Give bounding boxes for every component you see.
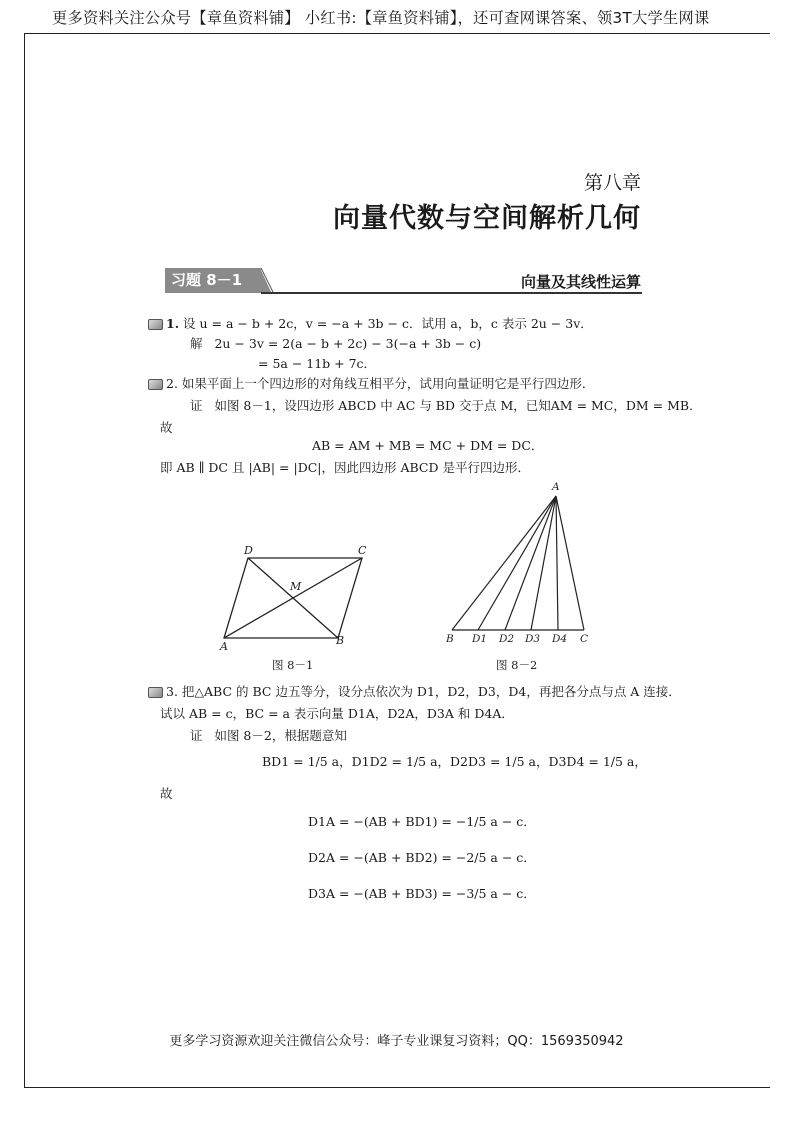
- footer-promo-text: 更多学习资源欢迎关注微信公众号：峰子专业课复习资料；QQ：1569350942: [169, 1034, 624, 1049]
- fig1-label-D: D: [244, 544, 253, 557]
- fig2-label-D3: D3: [525, 633, 541, 645]
- fig2-label-D4: D4: [552, 633, 568, 645]
- header-promo-text: 更多资料关注公众号【章鱼资料铺】 小红书:【章鱼资料铺】，还可查网课答案、领3T大学生网课: [52, 9, 710, 27]
- proof-given: AM = MC，DM = MB．: [550, 398, 702, 413]
- figure-8-1-parallelogram: [210, 540, 380, 650]
- problem-1-solution-line2: = 5a − 11b + 7c．: [258, 356, 377, 371]
- problem-3-result-2: D2A = −(AB + BD2) = −2/5 a − c．: [308, 850, 536, 865]
- solution-equation-1: 2u − 3v = 2(a − b + 2c) − 3(−a + 3b − c): [214, 336, 482, 351]
- figure-8-2-triangle: [440, 478, 600, 648]
- fig2-label-B: B: [446, 633, 454, 645]
- chapter-number: 第八章: [583, 172, 641, 194]
- proof-text: 如图 8－1，设四边形 ABCD 中 AC 与 BD 交于点 M，已知: [214, 398, 551, 413]
- fig1-label-B: B: [336, 634, 345, 647]
- section-underline: [261, 292, 642, 294]
- problem-3-question: 把△ABC 的 BC 边五等分，设分点依次为 D1，D2，D3，D4，再把各分点与点 A 连接．: [181, 684, 681, 699]
- problem-1: 1. 设 u = a − b + 2c，v = −a + 3b − c．试用 a，b，c 表示 2u − 3v．: [148, 314, 593, 332]
- therefore-label-3: 故: [160, 786, 173, 801]
- fig2-label-D1: D1: [472, 633, 488, 645]
- fig1-label-C: C: [358, 544, 367, 557]
- problem-3: 3. 把△ABC 的 BC 边五等分，设分点依次为 D1，D2，D3，D4，再把各分点与点 A 连接．: [148, 682, 681, 700]
- problem-3-equation-1: BD1 = 1/5 a，D1D2 = 1/5 a，D2D3 = 1/5 a，D3D4 = 1/5 a，: [262, 754, 647, 769]
- pencil-icon: [148, 687, 163, 698]
- figure-8-2-caption: 图 8－2: [496, 658, 538, 672]
- section-tag: 习题 8－1: [165, 268, 261, 293]
- fig2-label-A: A: [552, 481, 560, 493]
- problem-1-question: 设 u = a − b + 2c，v = −a + 3b − c．试用 a，b，c 表示 2u − 3v．: [183, 316, 593, 331]
- problem-2-equation: AB = AM + MB = MC + DM = DC．: [312, 438, 544, 453]
- problem-2-proof-line1: [190, 396, 702, 414]
- chapter-title: 向量代数与空间解析几何: [333, 203, 641, 234]
- problem-2-question: 如果平面上一个四边形的对角线互相平分，试用向量证明它是平行四边形．: [181, 376, 595, 391]
- problem-3-result-3: D3A = −(AB + BD3) = −3/5 a − c．: [308, 886, 536, 901]
- problem-2-conclusion: 即 AB ∥ DC 且 |AB| = |DC|，因此四边形 ABCD 是平行四边形．: [160, 460, 530, 475]
- problem-3-proof-line1: [190, 726, 347, 744]
- page-frame: [24, 33, 770, 1088]
- fig1-label-A: A: [220, 640, 228, 650]
- problem-3-result-1: D1A = −(AB + BD1) = −1/5 a − c．: [308, 814, 536, 829]
- proof-text: 如图 8－2，根据题意知: [214, 728, 347, 743]
- pencil-icon: [148, 379, 163, 390]
- problem-2: 2. 如果平面上一个四边形的对角线互相平分，试用向量证明它是平行四边形．: [148, 374, 594, 392]
- pencil-icon: [148, 319, 163, 330]
- therefore-label: 故: [160, 420, 173, 435]
- fig2-label-C: C: [580, 633, 589, 645]
- proof-label: 证: [190, 728, 203, 743]
- figure-8-1-caption: 图 8－1: [272, 658, 314, 672]
- problem-1-solution-line1: [190, 334, 481, 352]
- section-name: 向量及其线性运算: [520, 273, 641, 291]
- fig2-label-D2: D2: [499, 633, 515, 645]
- proof-label: 证: [190, 398, 203, 413]
- problem-3-question-2: 试以 AB = c，BC = a 表示向量 D1A，D2A，D3A 和 D4A．: [160, 706, 514, 721]
- fig1-label-M: M: [290, 580, 302, 593]
- solution-label: 解: [190, 336, 203, 351]
